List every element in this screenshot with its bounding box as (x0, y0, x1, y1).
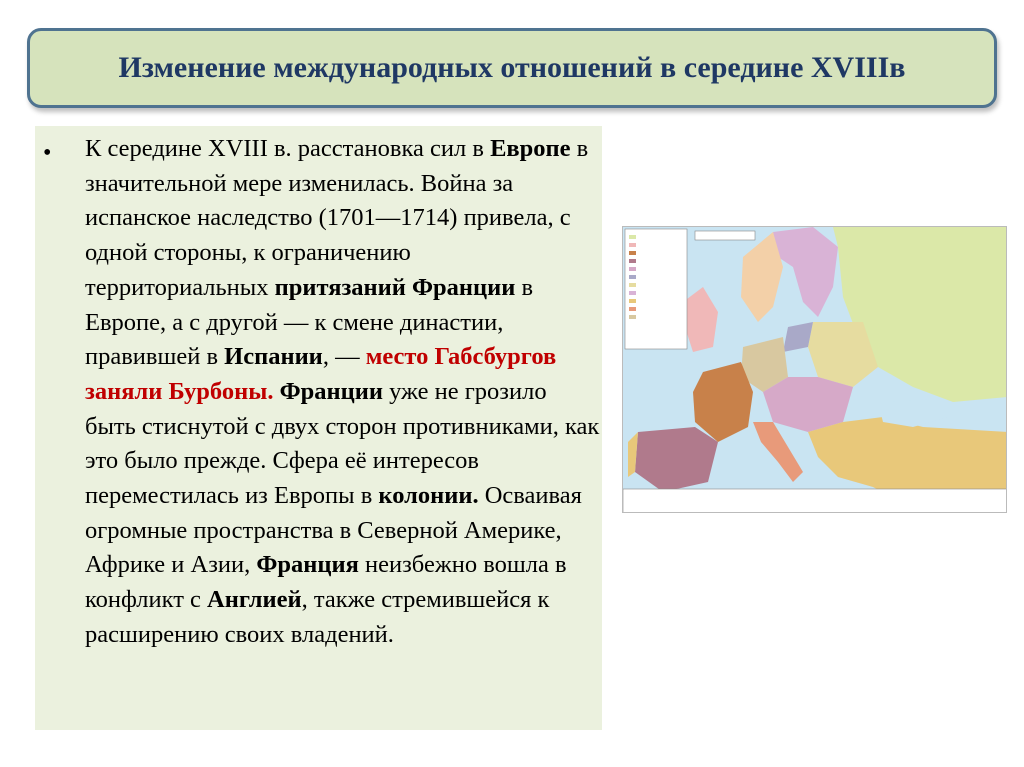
map-legend-swatch (629, 243, 636, 247)
body-text: в значительной мере изменилась. Война за испанское наследство (1701—1714) привела, с одной стороны, к ограничению территориальных (85, 135, 589, 301)
highlight-text: место Габсбургов заняли Бурбоны. (85, 343, 557, 405)
emphasis-text: колонии. (378, 482, 479, 510)
map-legend-swatch (629, 315, 636, 319)
map-legend-swatch (629, 299, 636, 303)
emphasis-text: Франция (256, 551, 359, 579)
body-text: в Европе, а с другой — к смене династии, правившей в (85, 273, 534, 371)
body-text: Осваивая огромные пространства в Северной Америке, Африке и Азии, (85, 482, 582, 579)
map-legend-swatch (629, 251, 636, 255)
body-text: уже не грозило быть стиснутой с двух сторон противниками, как это было прежде. Сфера её интересов переместилась из Европы в (85, 377, 600, 510)
emphasis-text: Испании (224, 343, 323, 371)
emphasis-text: Франции (279, 377, 383, 405)
map-legend-swatch (629, 291, 636, 295)
map-legend-swatch (629, 259, 636, 263)
body-text: , — (322, 343, 366, 371)
bullet-marker: • (43, 140, 52, 166)
page-title: Изменение международных отношений в середине XVIIIв (118, 51, 906, 84)
body-paragraph (85, 132, 600, 653)
emphasis-text: Европе (490, 135, 571, 162)
emphasis-text: притязаний Франции (274, 273, 516, 301)
map-legend-swatch (629, 275, 636, 279)
map-bottom-legend (623, 489, 1007, 513)
body-text: , также стремившейся к расширению своих владений. (85, 586, 550, 648)
map-legend-swatch (629, 235, 636, 239)
map-legend-swatch (629, 267, 636, 271)
title-banner (27, 28, 997, 108)
europe-map-image (622, 226, 1007, 513)
body-text: К середине XVIII в. расстановка сил в (85, 135, 491, 162)
map-legend-swatch (629, 283, 636, 287)
emphasis-text: Англией (207, 586, 302, 614)
map-legend-swatch (629, 307, 636, 311)
europe-map-illustration (623, 227, 1007, 513)
body-text: неизбежно вошла в конфликт с (85, 551, 567, 614)
map-title-box (695, 231, 755, 240)
